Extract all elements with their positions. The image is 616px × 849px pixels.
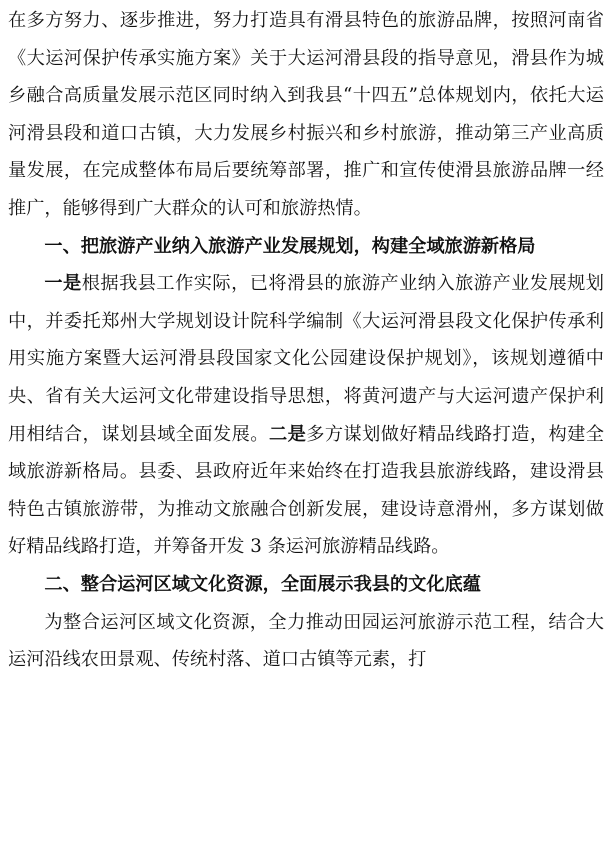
body-paragraph <box>8 265 604 566</box>
emphasis-lead: 一是 <box>44 273 82 295</box>
document-page <box>8 2 604 679</box>
section-heading: 一、把旅游产业纳入旅游产业发展规划，构建全域旅游新格局 <box>44 235 536 257</box>
paragraph-text: 根据我县工作实际，已将滑县的旅游产业纳入旅游产业发展规划中，并委托郑州大学规划设计院科学编制《大运河滑县段文化保护传承利用实施方案暨大运河滑县段国家文化公园建设保护规划》，该规划遵循中央、省有关大运河文化带建设指导思想，将黄河遗产与大运河遗产保护利用相结合，谋划县域全面发展。 <box>8 273 604 445</box>
body-paragraph: 为整合运河区域文化资源，全力推动田园运河旅游示范工程，结合大运河沿线农田景观、传统村落、道口古镇等元素，打 <box>8 611 604 671</box>
body-paragraph: 在多方努力、逐步推进，努力打造具有滑县特色的旅游品牌，按照河南省《大运河保护传承实施方案》关于大运河滑县段的指导意见，滑县作为城乡融合高质量发展示范区同时纳入到我县“十四五”总体规划内，依托大运河滑县段和道口古镇，大力发展乡村振兴和乡村旅游，推动第三产业高质量发展，在完成整体布局后要统筹部署，推广和宣传使滑县旅游品牌一经推广，能够得到广大群众的认可和旅游热情。 <box>8 10 604 219</box>
emphasis-lead: 二是 <box>268 423 307 445</box>
section-heading: 二、整合运河区域文化资源，全面展示我县的文化底蕴 <box>44 573 481 595</box>
paragraph-text: 多方谋划做好精品线路打造，构建全域旅游新格局。县委、县政府近年来始终在打造我县旅游线路，建设滑县特色古镇旅游带，为推动文旅融合创新发展，建设诗意滑州，多方谋划做好精品线路打造，并筹备开发 3 条运河旅游精品线路。 <box>8 423 604 558</box>
